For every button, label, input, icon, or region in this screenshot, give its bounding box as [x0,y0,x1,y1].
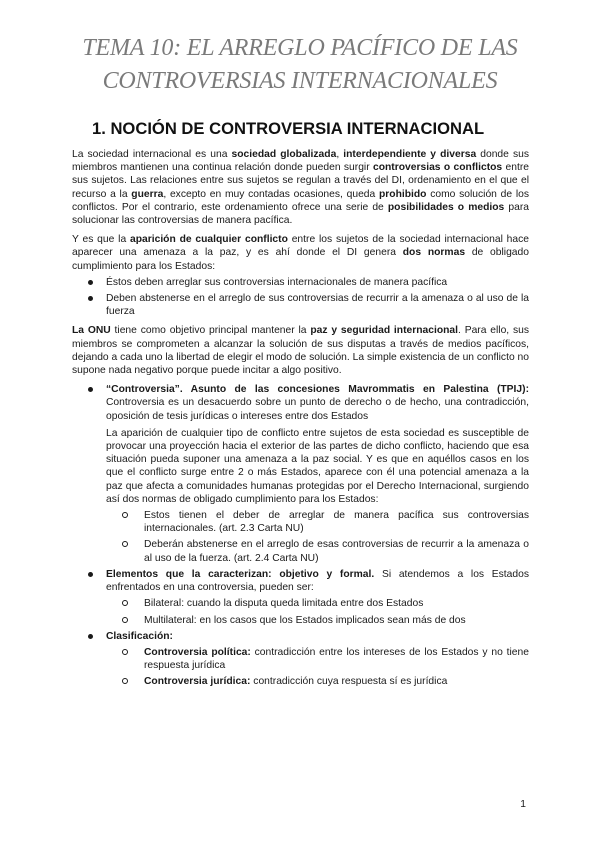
page-number: 1 [520,799,526,810]
sub-list-item: Controversia política: contradicción entre los intereses de los Estados y no tiene respuesta jurídica [106,646,529,672]
list-item-controversia: “Controversia”. Asunto de las concesiones Mavrommatis en Palestina (TPIJ): Controversia es un desacuerdo sobre un punto de derecho o de hecho, una contradicción, oposición de tesis jurídicas o intereses entre dos Estados La aparición de cualquier tipo de conflicto entre sujetos de esta sociedad es susceptible de provocar una proyección hacia el exterior de las partes de dicho conflicto, haciendo que esa situación pueda suponer una amenaza a la paz social. Y es que en aquéllos casos en los que el conflicto surge entre 2 o más Estados, aparece con él una potencial amenaza a la paz que afecta a comunidades humanas protegidas por el Derecho Internacional, surgiendo así dos normas de obligado cumplimiento para los Estados: Estos tienen el deber de arreglar de manera pacífica sus controversias internacionales. (art. 2.3 Carta NU) Deberán abstenerse en el arreglo de esas controversias de recurrir a la amenaza o al uso de la fuerza. (art. 2.4 Carta NU) [72,383,529,565]
section-heading: 1. NOCIÓN DE CONTROVERSIA INTERNACIONAL [92,119,485,138]
circle-bullet-icon [122,617,128,623]
list-item: Éstos deben arreglar sus controversias internacionales de manera pacífica [72,276,529,289]
bullet-icon [88,296,93,301]
paragraph-conflicto: Y es que la aparición de cualquier conflicto entre los sujetos de la sociedad internacional hace aparecer una amenaza a la paz, y es ahí donde el DI genera dos normas de obligado cumplimiento para los Estados: [72,234,530,272]
tipos-list [106,597,529,626]
paragraph-aparicion: La aparición de cualquier tipo de conflicto entre sujetos de esta sociedad es susceptible de provocar una proyección hacia el exterior de las partes de dicho conflicto, haciendo que esa situación pueda suponer una amenaza a la paz social. Y es que en aquéllos casos en los que el conflicto surge entre 2 o más Estados, aparece con él una potencial amenaza a la paz que afecta a comunidades humanas protegidas por el Derecho Internacional, surgiendo así dos normas de obligado cumplimiento para los Estados: [106,427,529,505]
circle-bullet-icon [122,600,128,606]
list-item-clasificacion: Clasificación: Controversia política: contradicción entre los intereses de los Estados y no tiene respuesta jurídica Controversia jurídica: contradicción cuya respuesta sí es jurídica [72,630,529,689]
paragraph-onu: La ONU tiene como objetivo principal mantener la paz y seguridad internacional. Para ello, sus miembros se comprometen a alcanzar la solución de sus disputas a través de medios pacíficos, dejando a cada uno la libertad de elegir el modo de solución. La simple existencia de un conflicto no supone nada negativo porque puede incitar a algo positivo. [72,325,530,377]
sub-list-item: Estos tienen el deber de arreglar de manera pacífica sus controversias internacionales. (art. 2.3 Carta NU) [106,509,529,535]
circle-bullet-icon [122,678,128,684]
deberes-list [106,509,529,565]
sub-list-item: Deberán abstenerse en el arreglo de esas controversias de recurrir a la amenaza o al uso de la fuerza. (art. 2.4 Carta NU) [106,538,529,564]
bullet-icon [88,280,93,285]
clasificacion-list [106,646,529,689]
normas-list [72,276,529,319]
sub-list-item: Multilateral: en los casos que los Estados implicados sean más de dos [106,614,529,627]
paragraph-sociedad: La sociedad internacional es una sociedad globalizada, interdependiente y diversa donde sus miembros mantienen una continua relación donde pueden surgir controversias o conflictos entre sus sujetos. Las relaciones entre sus sujetos se regulan a través del DI, ordenamiento en el que el recurso a la guerra, excepto en muy contadas ocasiones, queda prohibido como solución de los conflictos. Por el contrario, este ordenamiento ofrece una serie de posibilidades o medios para solucionar las controversias de manera pacífica. [72,149,529,227]
document-title: TEMA 10: EL ARREGLO PACÍFICO DE LAS CONTROVERSIAS INTERNACIONALES [82,35,518,94]
circle-bullet-icon [122,649,128,655]
list-item-elementos: Elementos que la caracterizan: objetivo y formal. Si atendemos a los Estados enfrentados en una controversia, pueden ser: Bilateral: cuando la disputa queda limitada entre dos Estados Multilateral: en los casos que los Estados implicados sean más de dos [72,568,529,627]
characteristics-list [72,383,529,688]
circle-bullet-icon [122,541,128,547]
sub-list-item: Controversia jurídica: contradicción cuya respuesta sí es jurídica [106,675,529,688]
section-body [72,148,529,692]
bullet-icon [88,634,93,639]
bullet-icon [88,572,93,577]
list-item: Deben abstenerse en el arreglo de sus controversias de recurrir a la amenaza o al uso de la fuerza [72,292,529,318]
sub-list-item: Bilateral: cuando la disputa queda limitada entre dos Estados [106,597,529,610]
bullet-icon [88,387,93,392]
circle-bullet-icon [122,512,128,518]
